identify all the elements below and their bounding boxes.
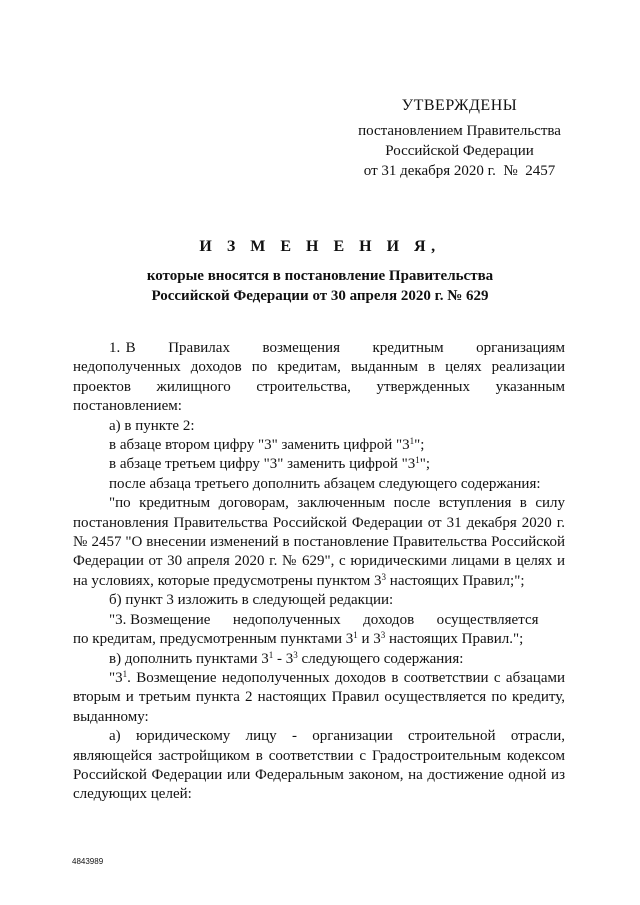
item-v: в) дополнить пунктами $3^1 - 3^3$ следующего содержания: — [109, 649, 464, 667]
document-title: И З М Е Н Е Н И Я, — [199, 238, 441, 255]
quote-2: "$3^1$. Возмещение недополученных доходов в соответствии с абзацами вторым и третьим пункта 2 настоящих Правил осуществляется по кредиту, выданному: — [73, 668, 565, 725]
item-a-3: после абзаца третьего дополнить абзацем следующего содержания: — [109, 475, 541, 492]
paragraph-1-line-3: проектов жилищного строительства, утвержденных указанным — [73, 378, 565, 395]
quote-3: а) юридическому лицу - организации строительной отрасли, являющейся застройщиком в соответствии с Градостроительным кодексом Российской Федерации или Федеральным законом, на достижение одной из следующих целей: — [73, 728, 565, 803]
item-a-2: в абзаце третьем цифру "3" заменить цифрой "$3^1$"; — [109, 455, 431, 473]
approval-line-2: Российской Федерации — [385, 143, 534, 159]
item-b-line-2: по кредитам, предусмотренным пунктами $3^1$ и $3^3$ настоящих Правил."; — [73, 630, 524, 648]
item-a-1: в абзаце втором цифру "3" заменить цифрой "$3^1$"; — [109, 436, 425, 454]
subtitle-line-2: Российской Федерации от 30 апреля 2020 г. № 629 — [151, 288, 489, 304]
document-subtitle — [60, 266, 580, 306]
paragraph-1-line-4: постановлением: — [73, 398, 182, 415]
document-body — [73, 339, 565, 805]
subtitle-line-1: которые вносятся в постановление Правительства — [146, 268, 494, 284]
item-b: б) пункт 3 изложить в следующей редакции: — [109, 592, 394, 609]
paragraph-1-line-1: 1. В Правилах возмещения кредитным организациям — [109, 340, 565, 356]
document-code: 4843989 — [72, 857, 104, 866]
quote-1: "по кредитным договорам, заключенным после вступления в силу постановления Правительства Российской Федерации от 31 декабря 2020 г. № 2457 "О внесении изменений в постановление Правительства Российской Федерации от 30 апреля 2020 г. № 629", с юридическими лицами в целях и на условиях, которые предусмотрены пунктом $3^3$ настоящих Правил;"; — [73, 495, 565, 589]
paragraph-1-line-2: недополученных доходов по кредитам, выданным в целях реализации — [73, 359, 565, 376]
approval-line-1: постановлением Правительства — [358, 123, 561, 139]
item-a: а) в пункте 2: — [109, 417, 195, 434]
approval-date-line: от 31 декабря 2020 г. № 2457 — [363, 163, 556, 179]
approval-title: УТВЕРЖДЕНЫ — [401, 97, 518, 114]
item-b-line-1: "3. Возмещение недополученных доходов осуществляется — [109, 611, 539, 628]
approval-block — [352, 96, 567, 181]
